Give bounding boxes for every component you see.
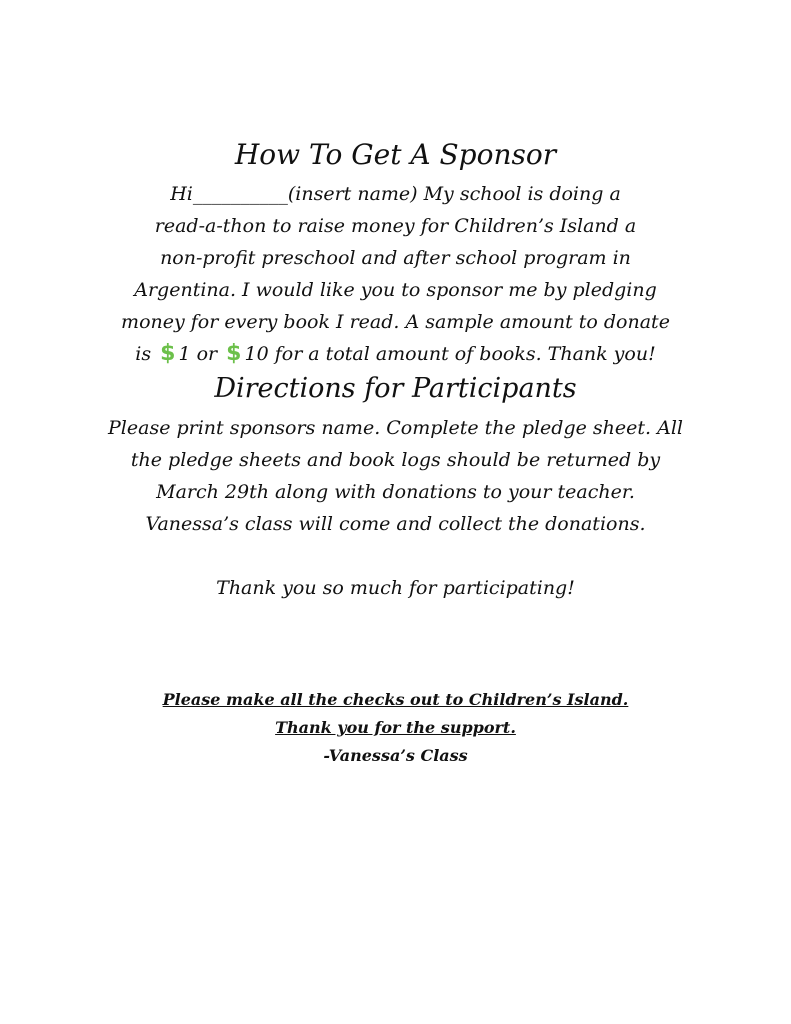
intro-line: money for every book I read. A sample amount to donate (121, 311, 670, 333)
directions-line: Vanessa’s class will come and collect the donations. (145, 513, 646, 535)
amount-line (0, 338, 791, 370)
thanks-message: Thank you so much for participating! (216, 577, 575, 599)
amount-suffix: for a total amount of books. Thank you! (274, 343, 656, 365)
signature: -Vanessa’s Class (323, 746, 468, 765)
dollar-sign-icon: $ (160, 341, 176, 366)
directions-line: the pledge sheets and book logs should be returned by (130, 449, 661, 471)
intro-line: Argentina. I would like you to sponsor me by pledging (134, 279, 657, 301)
support-thanks: Thank you for the support. (275, 718, 516, 737)
footer-note (0, 686, 791, 770)
amount-two: 10 (244, 343, 269, 365)
amount-one: 1 (178, 343, 191, 365)
intro-line: non-profit preschool and after school program in (160, 247, 631, 269)
intro-line: Hi__________(insert name) My school is doing a (170, 183, 621, 205)
intro-paragraph (0, 178, 791, 370)
page-title: How To Get A Sponsor (234, 138, 557, 171)
amount-joiner: or (196, 343, 218, 365)
checks-instruction: Please make all the checks out to Children’s Island. (162, 690, 629, 709)
directions-line: March 29th along with donations to your teacher. (156, 481, 635, 503)
directions-line: Please print sponsors name. Complete the pledge sheet. All (108, 417, 683, 439)
intro-line: read-a-thon to raise money for Children’s Island a (154, 215, 637, 237)
amount-prefix: is (135, 343, 152, 365)
directions-paragraph (0, 412, 791, 540)
directions-heading: Directions for Participants (214, 373, 577, 404)
dollar-sign-icon: $ (226, 341, 242, 366)
